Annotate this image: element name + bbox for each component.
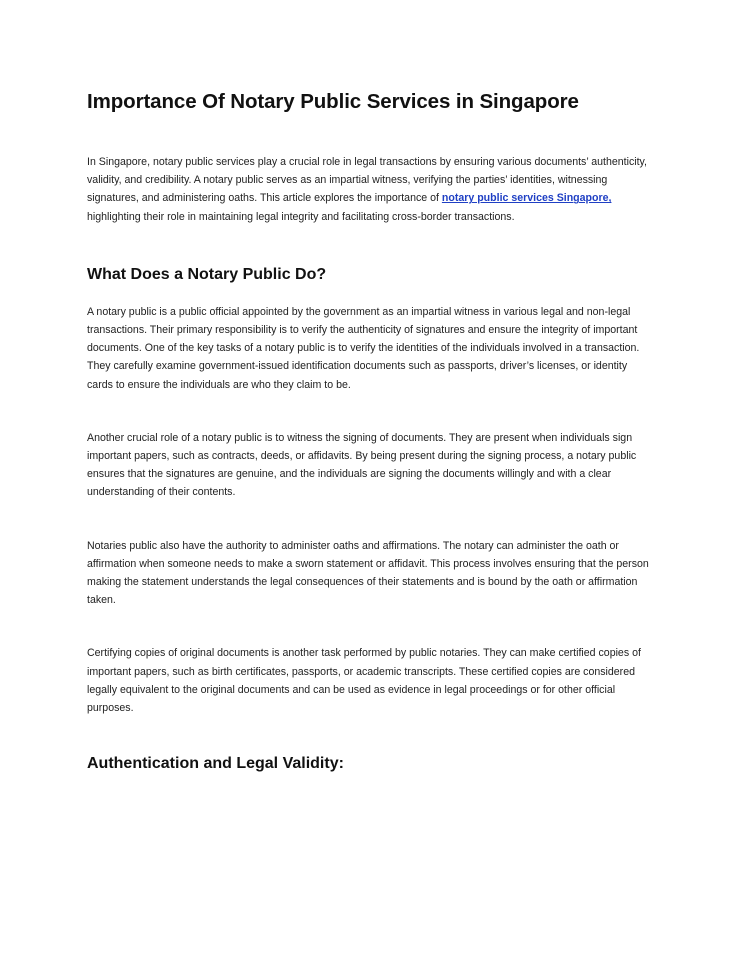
section-heading-authentication: Authentication and Legal Validity: — [87, 755, 344, 773]
notary-services-link[interactable]: notary public services Singapore, — [441, 192, 612, 205]
intro-text-after-link: highlighting their role in maintaining legal integrity and facilitating cross-border transactions. — [87, 210, 515, 223]
page-title: Importance Of Notary Public Services in Singapore — [87, 90, 579, 113]
paragraph-certified-copies: Certifying copies of original documents is another task performed by public notaries. They can make certified copies of important papers, such as birth certificates, passports, or academic transcripts. These certified copies are considered legally equivalent to the original documents and can be used as evidence in legal proceedings or for other official purposes. — [87, 647, 641, 715]
section-heading-what-does-notary-do: What Does a Notary Public Do? — [87, 265, 327, 283]
document-content — [87, 88, 653, 775]
paragraph-oaths-affirmations: Notaries public also have the authority to administer oaths and affirmations. The notary can administer the oath or affirmation when someone needs to make a sworn statement or affidavit. This process involves ensuring that the person making the statement understands the legal consequences of their statements and is bound by the oath or affirmation taken. — [87, 539, 649, 607]
intro-text-before-link: In Singapore, notary public services play a crucial role in legal transactions by ensuring various documents’ authenticity, validity, and credibility. A notary public serves as an impartial witness, verifying the parties’ identities, witnessing signatures, and administering oaths. This article explores the importance of — [87, 156, 647, 205]
paragraph-witness-signing: Another crucial role of a notary public is to witness the signing of documents. They are present when individuals sign important papers, such as contracts, deeds, or affidavits. By being present during the signing process, a notary public ensures that the signatures are genuine, and the individuals are signing the documents willingly and with a clear understanding of their contents. — [87, 431, 637, 499]
paragraph-role-overview: A notary public is a public official appointed by the government as an impartial witness in various legal and non-legal transactions. Their primary responsibility is to verify the authenticity of signatures and ensure the integrity of important documents. One of the key tasks of a notary public is to verify the identities of the individuals involved in a transaction. They carefully examine government-issued identification documents such as passports, driver’s licenses, or identity cards to ensure the individuals are who they claim to be. — [87, 305, 640, 391]
intro-paragraph — [87, 153, 653, 226]
